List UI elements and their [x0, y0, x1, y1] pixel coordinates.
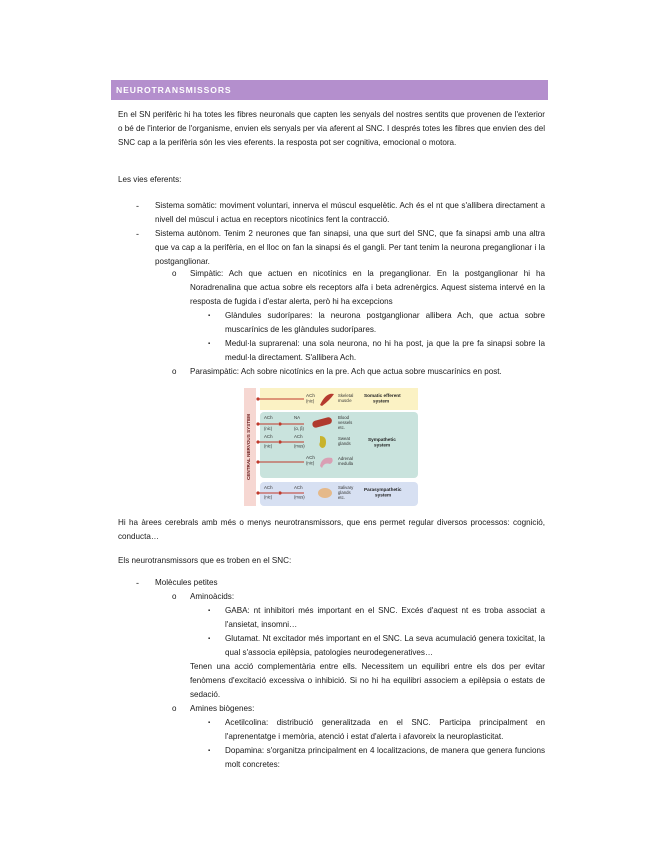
svg-text:glands: glands [338, 490, 351, 495]
amino-acids-note: Tenen una acció complementària entre ells. Necessitem un equilibri entre els dos per evitar fenòmens d'excitació excessiva o inhibició. Si no hi ha equilibri associem a epilèpsia o estats de sedació. [190, 662, 545, 699]
bullet-circle: o [172, 367, 177, 376]
svg-text:(nic): (nic) [264, 494, 273, 500]
svg-text:glands: glands [338, 441, 351, 446]
cns-vertical-label: CENTRAL NERVOUS SYSTEM [246, 414, 251, 480]
svg-text:(nic): (nic) [264, 426, 273, 431]
snc-label: Els neurotransmissors que es troben en el SNC: [118, 556, 292, 565]
svg-text:etc.: etc. [338, 495, 345, 500]
bullet-dash: - [136, 201, 139, 211]
svg-text:ACh: ACh [264, 434, 273, 439]
list-item-adrenal-medulla: Medul·la suprarenal: una sola neurona, no hi ha post, ja que la pre fa sinapsi sobre la medul·la directament. S'allibera Ach. [225, 339, 545, 362]
svg-text:ACh: ACh [306, 455, 315, 460]
list-item-acetylcholine: Acetilcolina: distribució generalitzada en el SNC. Participa principalment en l'aprenentatge i memòria, atenció i estat d'alerta i afavoreix la neuroplasticitat. [225, 718, 545, 741]
svg-text:ACh: ACh [294, 485, 303, 490]
svg-text:(α, β): (α, β) [294, 426, 304, 431]
system-label: system [373, 398, 390, 404]
bullet-circle: o [172, 269, 177, 278]
receptor-sub-label: (nic) [306, 398, 315, 404]
svg-text:ACh: ACh [264, 415, 273, 420]
bullet-square: ▪ [208, 608, 211, 614]
list-item-gaba: GABA: nt inhibitori més important en el SNC. Excés d'aquest nt es troba associat a l'ansietat, insomni… [225, 606, 545, 629]
system-label: system [374, 442, 391, 448]
system-label: Somatic efferent [364, 393, 401, 398]
system-label: Parasympathetic [364, 487, 402, 492]
bullet-circle: o [172, 592, 177, 601]
svg-text:Adrenal: Adrenal [338, 456, 353, 461]
list-item-sympathetic: Simpàtic: Ach que actuen en nicotínics en la preganglionar. En la postganglionar hi ha Noradrenalina que actua sobre els receptors alfa i beta adrenèrgics. Aquest sistema intervé en la resposta de fugida i d'estar alerta, però hi ha excepcions [190, 269, 545, 306]
svg-text:ACh: ACh [294, 434, 303, 439]
svg-text:Sweat: Sweat [338, 436, 350, 441]
svg-text:Blood: Blood [338, 415, 349, 420]
list-item-glutamate: Glutamat. Nt excitador més important en el SNC. La seva acumulació genera toxicitat, la qual s'associa epilèpsia, patologies neurodegeneratives… [225, 634, 545, 657]
bullet-square: ▪ [208, 748, 211, 754]
system-label: system [375, 492, 392, 498]
bullet-square: ▪ [208, 313, 211, 319]
list-item-dopamine: Dopamina: s'organitza principalment en 4 localitzacions, de manera que genera funcions molt concretes: [225, 746, 545, 769]
bullet-square: ▪ [208, 636, 211, 642]
svg-text:vessels: vessels [338, 420, 353, 425]
list-item-sweat-glands: Glàndules sudorípares: la neurona postganglionar allibera Ach, que actua sobre muscarínics de les glàndules sudorípares. [225, 311, 545, 334]
salivary-gland-icon [318, 488, 332, 498]
efferent-label: Les vies eferents: [118, 175, 182, 184]
intro-paragraph: En el SN perifèric hi ha totes les fibres neuronals que capten les senyals del nostres sentits que provenen de l'exterior o bé de l'interior de l'organisme, envien els senyals per via aferent al SNC. I després totes les fibres que envien des del SNC cap a la perifèria són les vies eferents. la resposta pot ser cognitiva, emocional o motora. [118, 110, 545, 147]
bullet-square: ▪ [208, 341, 211, 347]
section-title-banner: NEUROTRANSMISSORS [111, 80, 548, 100]
bullet-dash: - [136, 578, 139, 588]
svg-text:(nic): (nic) [264, 443, 273, 449]
svg-text:(mus): (mus) [294, 443, 305, 449]
list-item-small-molecules: Molècules petites [155, 578, 218, 587]
list-item-amino-acids: Aminoàcids: [190, 592, 235, 601]
bullet-square: ▪ [208, 720, 211, 726]
list-item-somatic: Sistema somàtic: moviment voluntari, innerva el múscul esquelètic. Ach és el nt que s'allibera directament a nivell del múscul i actua en receptors nicotínics fent la contracció. [155, 201, 545, 224]
system-label: Sympathetic [368, 437, 396, 442]
list-item-autonomic: Sistema autònom. Tenim 2 neurones que fan sinapsi, una que surt del SNC, que fa sinapsi amb una altra que va cap a la perifèria, en el lloc on fan la sinapsi és el gangli. Per tant tenim la neurona preganglionar i la postganglionar. [155, 229, 545, 266]
paragraph-brain-areas: Hi ha àrees cerebrals amb més o menys neurotransmissors, que ens permet regular diversos processos: cognició, conducta… [118, 518, 545, 541]
svg-text:NA: NA [294, 415, 301, 420]
target-label: Skeletal [338, 393, 354, 398]
bullet-dash: - [136, 229, 139, 239]
list-item-biogenic-amines: Amines biògenes: [190, 704, 255, 713]
target-sub-label: muscle [338, 398, 352, 403]
svg-text:(mus): (mus) [294, 494, 305, 500]
svg-text:ACh: ACh [264, 485, 273, 490]
list-item-parasympathetic: Parasimpàtic: Ach sobre nicotínics en la pre. Ach que actua sobre muscarínics en post. [190, 367, 502, 376]
autonomic-nervous-system-figure [242, 386, 420, 510]
svg-text:medulla: medulla [338, 461, 354, 466]
svg-text:Salivary: Salivary [338, 485, 354, 490]
svg-text:(nic): (nic) [306, 460, 315, 466]
bullet-circle: o [172, 704, 177, 713]
svg-text:etc.: etc. [338, 425, 345, 430]
receptor-label: ACh [306, 393, 315, 398]
